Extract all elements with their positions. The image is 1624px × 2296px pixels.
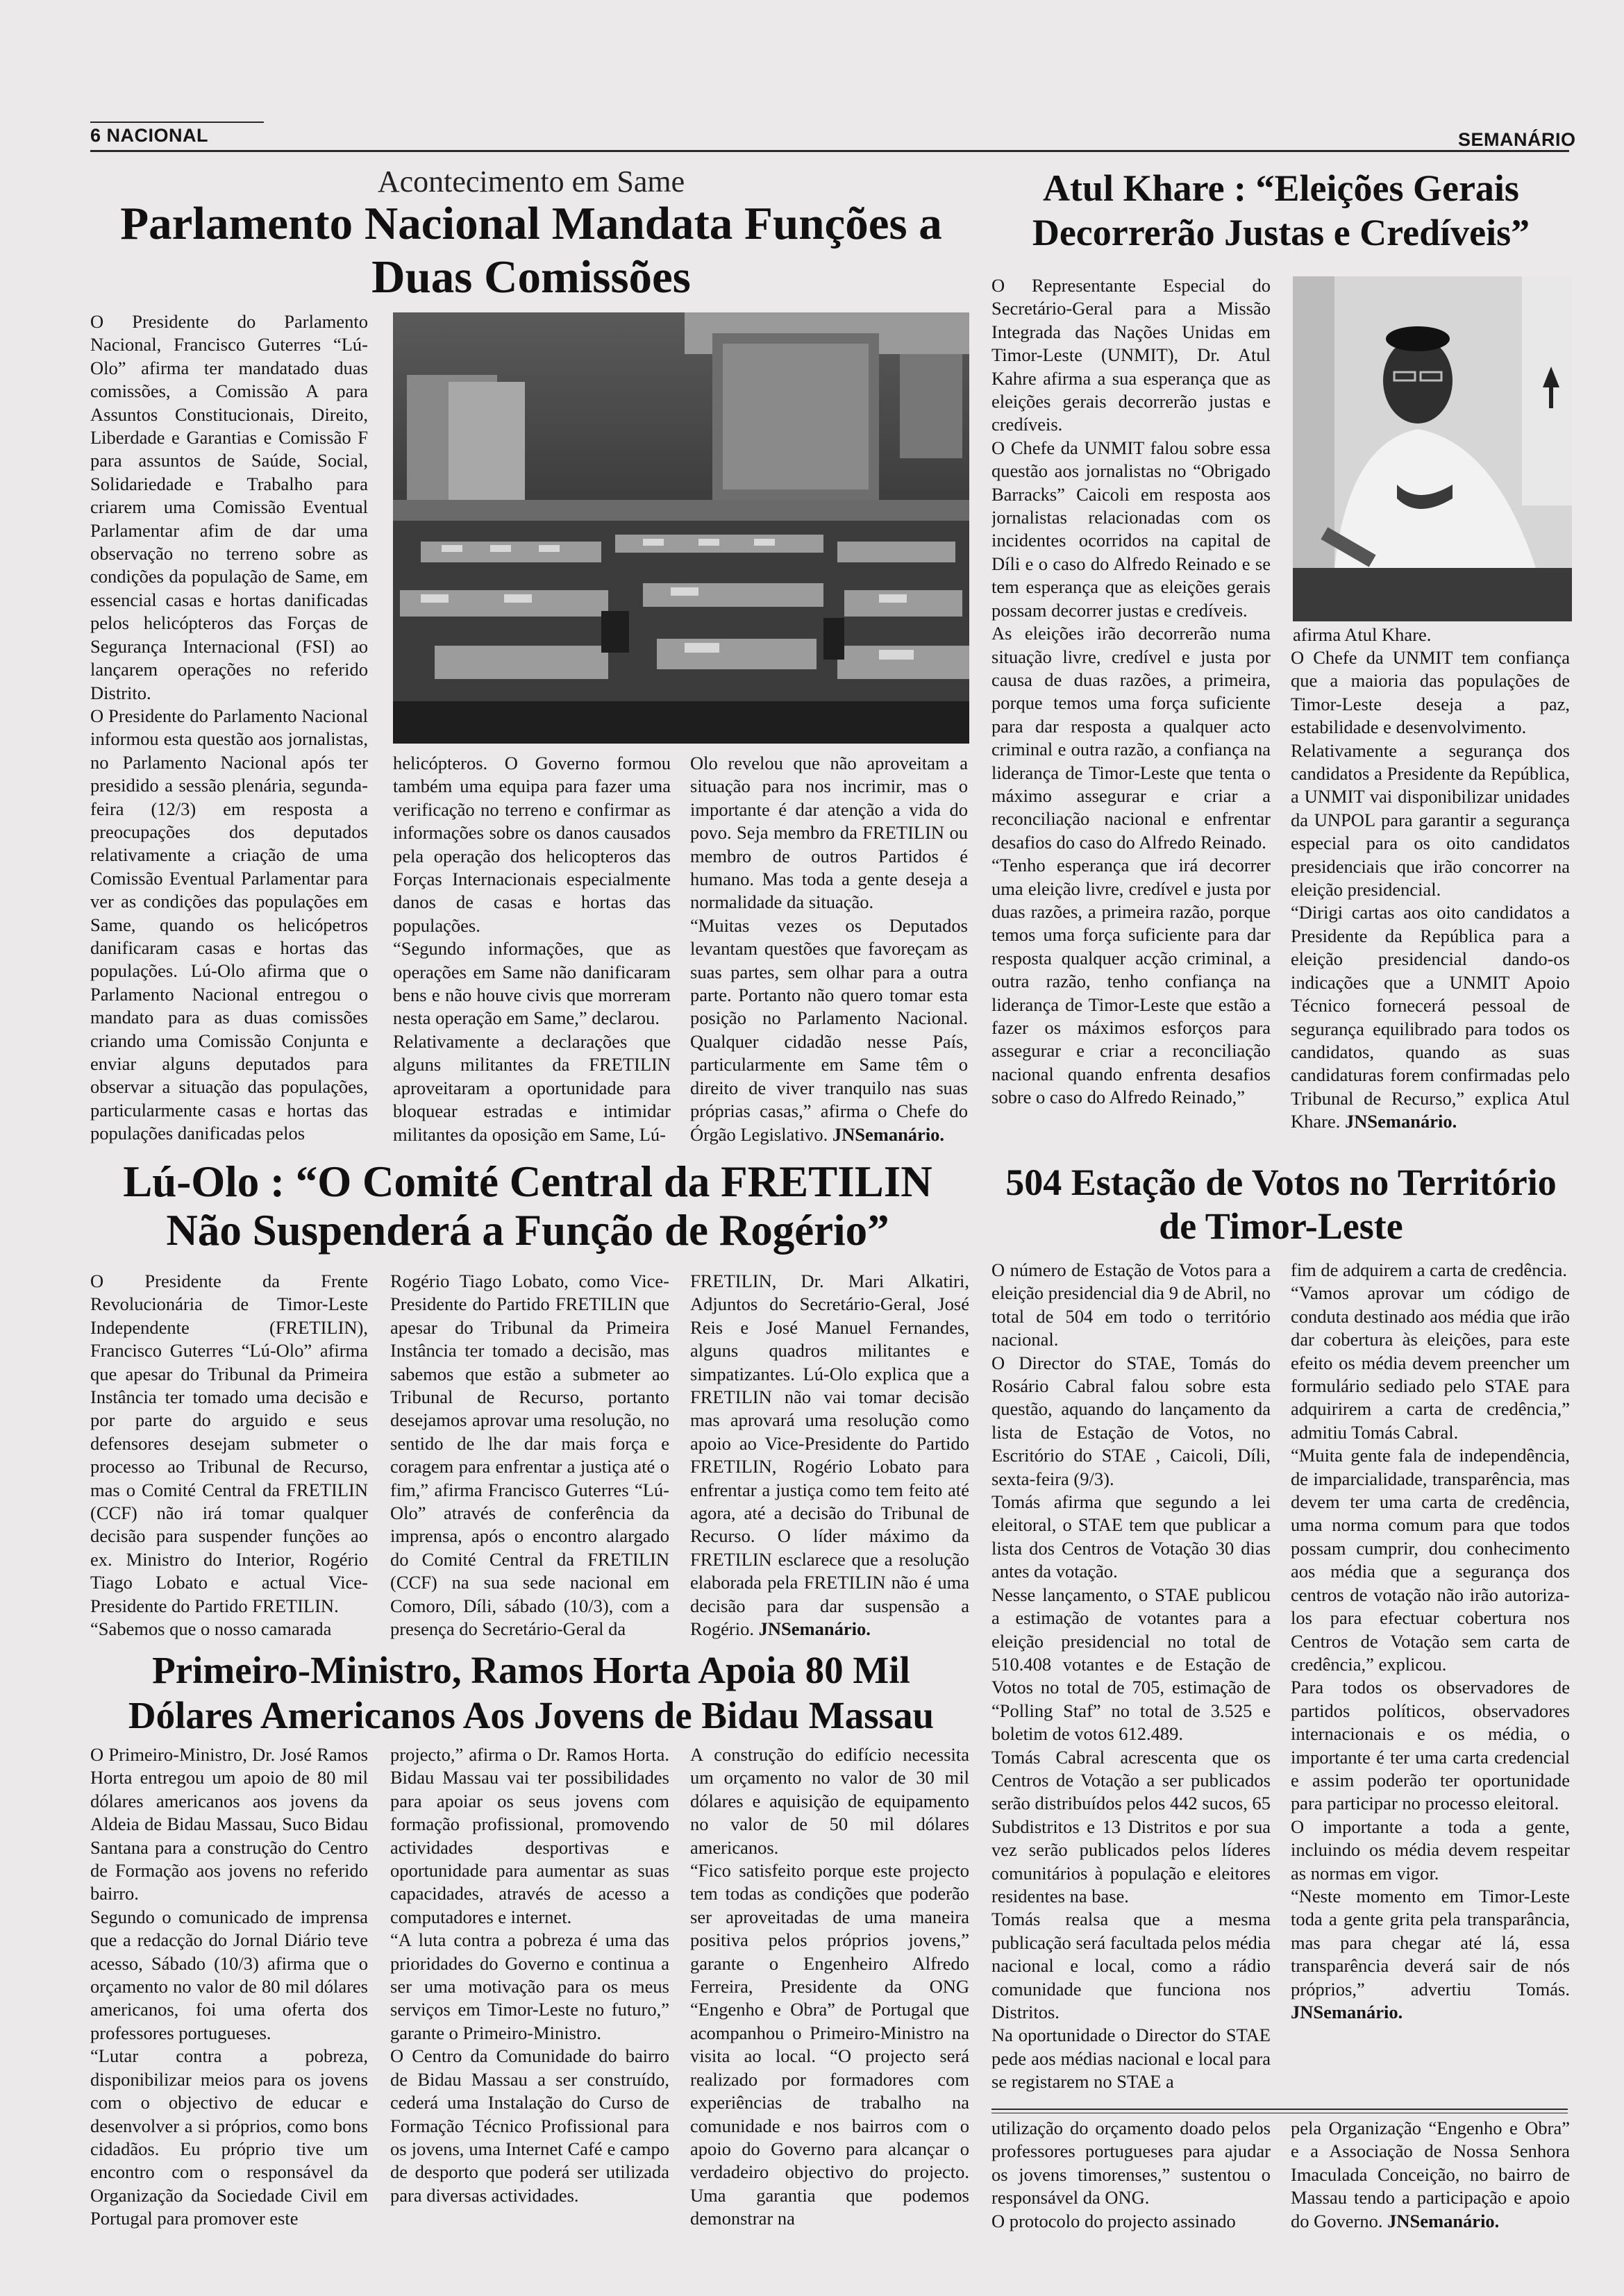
paragraph: “Segundo informações, que as operações em Same não danificaram bens e não houve civis que morreram nesta operação em Same,” declarou. — [393, 938, 671, 1029]
parliament-hall-illustration — [393, 312, 969, 744]
article1-headline-line1: Parlamento Nacional Mandata Funções a — [120, 198, 942, 249]
paragraph — [1291, 2117, 1570, 2233]
portrait-illustration — [1293, 276, 1572, 621]
article2-column-2 — [1291, 646, 1570, 1153]
article5-column-2 — [390, 1743, 669, 2229]
paragraph — [1291, 901, 1570, 1133]
article4-column-1 — [991, 1259, 1271, 2093]
article4-column-2 — [1291, 1259, 1570, 2099]
article1-column-1 — [90, 310, 368, 1143]
paragraph: “Muita gente fala de independência, de imparcialidade, transparência, mas devem ter uma carta de credência, uma norma comum para que todos possam cumprir, dou conhecimento aos média que a segurança dos centros de votação não irão autoriza-los para efectuar cobertura nos Centros de Votação sem carta de credência,” explicou. — [1291, 1445, 1570, 1675]
masthead-label: SEMANÁRIO — [1458, 129, 1576, 150]
paragraph: Segundo o comunicado de imprensa que a redacção do Jornal Diário teve acesso, Sábado (10/3) afirma que o orçamento no valor de 80 mil dólares americanos, foi uma oferta dos professores portugueses. — [90, 1906, 368, 2043]
paragraph: Relativamente a declarações que alguns militantes da FRETILIN aproveitaram a oportunidade para bloquear estradas e intimidar militantes da oposição em Same, Lú- — [393, 1030, 671, 1145]
article1-headline-line2: Duas Comissões — [371, 251, 691, 303]
paragraph: Tomás Cabral acrescenta que os Centros de Votação a ser publicados serão distribuídos pelos 442 sucos, 65 Subdistritos e 13 Distritos e por sua vez serão publicados pelos líderes comunitários à população e eleitores residentes na base. — [991, 1746, 1271, 1907]
paragraph: Nesse lançamento, o STAE publicou a estimação de votantes para a eleição presidencial no total de 510.408 votantes e de Estação de Votos no total de 705, estimação de “Polling Staf” no total de 3.525 e boletim de votos 612.489. — [991, 1584, 1271, 1745]
paragraph-text: “Neste momento em Timor-Leste toda a gente grita pela transparância, mas para chegar até lá, essa transparência deverá sair de nós próprios,” advertiu Tomás. — [1291, 1885, 1570, 2000]
paragraph: Para todos os observadores de partidos políticos, observadores internacionais e os média, o importante é ter uma carta credencial e assim poderão ter oportunidade para participar no processo eleitoral. — [1291, 1677, 1570, 1814]
article3-column-3 — [690, 1270, 969, 1645]
article2-headline-line2: Decorrerão Justas e Credíveis” — [1032, 212, 1530, 253]
article5-column-1 — [90, 1743, 368, 2229]
paragraph: O Presidente do Parlamento Nacional informou esta questão aos jornalistas, no Parlamento Nacional após ter presidido a sessão plenária, segunda-feira (12/3) em resposta a preocupações dos deputados relativamente a criação de uma Comissão Eventual Parlamentar para ver as condições das populações em Same, quando os helicópetros danificaram casas e hortas das populações. Lú-Olo afirma que o Parlamento Nacional entregou o mandato para as duas comissões criando uma Comissão Conjunta e enviar alguns deputados para observar a situação das populações, particularmente casas e hortas das populações danificadas pelos — [90, 705, 368, 1143]
article2-column-1 — [991, 274, 1271, 1153]
byline: JNSemanário. — [1345, 1111, 1457, 1132]
header-rule — [90, 150, 1569, 152]
paragraph: “Lutar contra a pobreza, disponibilizar meios para os jovens com o objectivo de educar e desenvolver a si próprios, como bons cidadãos. Eu próprio tive um encontro com o responsável da Organização da Sociedade Civil em Portugal para promover este — [90, 2045, 368, 2229]
article5-headline-line1: Primeiro-Ministro, Ramos Horta Apoia 80 Mil — [152, 1649, 910, 1691]
paragraph: O Presidente da Frente Revolucionária de Timor-Leste Independente (FRETILIN), Francisco Guterres “Lú-Olo” afirma que apesar do Tribunal da Primeira Instância ter tomado uma decisão e por parte do arguido e seus defensores desejam submeter o processo ao Tribunal de Recurso, mas o Comité Central da FRETILIN (CCF) não irá tomar qualquer decisão para suspender funções ao ex. Ministro do Interior, Rogério Tiago Lobato e actual Vice-Presidente do Partido FRETILIN. — [90, 1271, 368, 1616]
paragraph-text: FRETILIN, Dr. Mari Alkatiri, Adjuntos do Secretário-Geral, José Reis e José Manuel Fernandes, alguns quadros militantes e simpatizantes. Lú-Olo explica que a FRETILIN não vai tomar decisão mas aprovará uma resolução como apoio ao Vice-Presidente do Partido FRETILIN, Rogério Lobato para enfrentar a justiça como tem feito até agora, até a decisão do Tribunal de Recurso. O líder máximo da FRETILIN esclarece que a resolução elaborada pela FRETILIN não é uma decisão para dar suspensão a Rogério. — [690, 1271, 969, 1640]
paragraph: helicópteros. O Governo formou também uma equipa para fazer uma verificação no terreno e confirmar as informações sobre os danos causados pela operação dos helicopteros das Forças Internacionais especialmente danos de casas e hortas das populações. — [393, 753, 671, 936]
paragraph: O número de Estação de Votos para a eleição presidencial dia 9 de Abril, no total de 504 em todo o território nacional. — [991, 1259, 1271, 1350]
paragraph: O Representante Especial do Secretário-Geral para a Missão Integrada das Nações Unidas em Timor-Leste (UNMIT), Dr. Atul Kahre afirma a sua esperança que as eleições gerais decorrerão justas e credíveis. — [991, 275, 1271, 435]
paragraph: O Chefe da UNMIT tem confiança que a maioria das populações de Timor-Leste deseja a paz, estabilidade e desenvolvimento. — [1291, 647, 1570, 738]
paragraph — [690, 914, 968, 1146]
paragraph: O Primeiro-Ministro, Dr. José Ramos Horta entregou um apoio de 80 mil dólares americanos aos jovens da Aldeia de Bidau Massau, Suco Bidau Santana para a construção do Centro de Formação aos jovens no referido bairro. — [90, 1744, 368, 1904]
article3-headline-line2: Não Suspenderá a Função de Rogério” — [166, 1206, 889, 1255]
article1-column-2 — [393, 752, 671, 1148]
paragraph: “Vamos aprovar um código de conduta destinado aos média que irão dar cobertura às eleições, para este efeito os média devem preencher um formulário sediado pelo STAE para adquirirem a carta de credência,” admitiu Tomás Cabral. — [1291, 1282, 1570, 1443]
article3-column-1 — [90, 1270, 368, 1645]
paragraph: “Tenho esperança que irá decorrer uma eleição livre, credível e justa por duas razões, a primeira razão, porque temos uma força suficiente para dar resposta qualquer acção criminal, a outra razão, tenho confiança na liderança de Timor-Leste que estão a fazer os máximos esforços para assegurar e criar a reconciliação nacional quando enfrenta desafios sobre o caso do Alfredo Reinado,” — [991, 855, 1271, 1108]
article1-column-3 — [690, 752, 968, 1148]
paragraph: “A luta contra a pobreza é uma das prioridades do Governo e continua a ser uma motivação para os meus serviços em Timor-Leste no futuro,” garante o Primeiro-Ministro. — [390, 1929, 669, 2043]
byline: JNSemanário. — [832, 1123, 945, 1145]
article5-continuation-rule-top — [991, 2109, 1568, 2110]
article3-headline-line1: Lú-Olo : “O Comité Central da FRETILIN — [123, 1157, 932, 1206]
paragraph: O Chefe da UNMIT falou sobre essa questão aos jornalistas no “Obrigado Barracks” Caicoli em resposta aos jornalistas relacionadas com os incidentes ocorridos na capital de Díli e o caso do Alfredo Reinado e se tem esperança que as eleições gerais possam decorrer justas e credíveis. — [991, 437, 1271, 621]
article5-column-5 — [1291, 2117, 1570, 2235]
paragraph: Relativamente a segurança dos candidatos a Presidente da República, a UNMIT vai disponibilizar unidades da UNPOL para garantir a segurança especial para os oito candidatos presidenciais que irão concorrer na eleição presidencial. — [1291, 739, 1570, 900]
paragraph: O protocolo do projecto assinado — [991, 2210, 1236, 2231]
paragraph: A construção do edifício necessita um orçamento no valor de 30 mil dólares e aquisição de equipamento no valor de 50 mil dólares americanos. — [690, 1744, 969, 1858]
paragraph: utilização do orçamento doado pelos professores portugueses para ajudar os jovens timorenses,” sustentou o responsável da ONG. — [991, 2118, 1271, 2209]
article3-column-2 — [390, 1270, 669, 1645]
article5-headline-line2: Dólares Americanos Aos Jovens de Bidau Massau — [128, 1694, 935, 1736]
paragraph: O importante a toda a gente, incluindo os média devem respeitar as normas em vigor. — [1291, 1816, 1570, 1884]
paragraph: O Centro da Comunidade do bairro de Bidau Massau a ser construído, cederá uma Instalação do Curso de Formação Técnico Profissional para os jovens, uma Internet Café e campo de desporto que poderá ser utilizada para diversas actividades. — [390, 2045, 669, 2206]
article2-headline-line1: Atul Khare : “Eleições Gerais — [1043, 167, 1519, 209]
byline: JNSemanário. — [1387, 2210, 1500, 2231]
paragraph — [1291, 1885, 1570, 2024]
article4-headline-line1: 504 Estação de Votos no Território — [1005, 1162, 1557, 1203]
paragraph: Na oportunidade o Director do STAE pede aos médias nacional e local para se registarem no STAE a — [991, 2025, 1271, 2093]
paragraph: O Director do STAE, Tomás do Rosário Cabral falou sobre esta questão, aquando do lançamento da lista de Estação de Votos, no Escritório do STAE , Caicoli, Díli, sexta-feira (9/3). — [991, 1352, 1271, 1489]
paragraph-text: “Muitas vezes os Deputados levantam questões que favoreçam as suas partes, sem olhar para a outra parte. Portanto não quero tomar esta posição no Parlamento Nacional. Qualquer cidadão nesse País, particularmente em Same têm o direito de viver tranquilo nas suas próprias casas,” afirma o Chefe do Órgão Legislativo. — [690, 914, 968, 1145]
paragraph: As eleições irão decorrerão numa situação livre, credível e justa por causa de duas razões, a primeira, porque temos uma força suficiente para dar resposta a qualquer acto criminal e outra razão, a confiança na liderança de Timor-Leste que tenta o máximo assegurar e criar a reconciliação nacional e enfrentar desafios do caso do Alfredo Reinado. — [991, 623, 1271, 853]
byline: JNSemanário. — [1291, 2002, 1403, 2022]
paragraph: “Fico satisfeito porque este projecto tem todas as condições que poderão ser aproveitadas de uma maneira positiva pelos próprios jovens,” garante o Engenheiro Alfredo Ferreira, Presidente da ONG “Engenho e Obra” de Portugal que acompanhou o Primeiro-Ministro na visita ao local. “O projecto será realizado por formadores com experiências de trabalho na comunidade e nos bairros com o apoio do Governo para alcançar o verdadeiro objectivo do projecto. Uma garantia que podemos demonstrar na — [690, 1860, 969, 2229]
atul-khare-photo — [1293, 276, 1572, 621]
paragraph: Tomás realsa que a mesma publicação será facultada pelos média nacional e local, como a rádio comunidade que funciona nos Distritos. — [991, 1909, 1271, 2022]
paragraph: O Presidente do Parlamento Nacional, Francisco Guterres “Lú-Olo” afirma ter mandatado duas comissões, a Comissão A para Assuntos Constitucionais, Direito, Liberdade e Garantias e Comissão F para assuntos de Saúde, Social, Solidariedade e Trabalho para criarem uma Comissão Eventual Parlamentar afim de dar uma observação no terreno sobre as condições da população de Same, em essencial casas e hortas danificadas pelos helicópteros das Forças de Segurança Internacional (FSI) ao lançarem operações no referido Distrito. — [90, 311, 368, 703]
paragraph: Rogério Tiago Lobato, como Vice-Presidente do Partido FRETILIN que apesar do Tribunal da Primeira Instância ter tomado a decisão, mas sabemos que estão a submeter ao Tribunal de Recurso, portanto desejamos aprovar uma resolução, no sentido de lhe dar mais força e coragem para enfrentar a justiça até o fim,” afirma Francisco Guterres “Lú-Olo” através de conferência da imprensa, após o encontro alargado do Comité Central da FRETILIN (CCF) na sua sede nacional em Comoro, Díli, sábado (10/3), com a presença do Secretário-Geral da — [390, 1271, 669, 1640]
paragraph: projecto,” afirma o Dr. Ramos Horta. Bidau Massau vai ter possibilidades para apoiar os seus jovens com formação profissional, promovendo actividades desportivas e oportunidade para aumentar as suas capacidades, através de acesso a computadores e internet. — [390, 1744, 669, 1927]
paragraph: Olo revelou que não aproveitam a situação para nos incrimir, mas o importante é dar atenção a vida do povo. Seja membro da FRETILIN ou membro de outros Partidos é humano. Mas toda a gente deseja a normalidade da situação. — [690, 753, 968, 913]
section-label-rule — [90, 121, 264, 123]
paragraph: “Sabemos que o nosso camarada — [90, 1618, 332, 1640]
section-label: 6 NACIONAL — [90, 125, 209, 146]
byline: JNSemanário. — [758, 1618, 871, 1640]
paragraph — [690, 1270, 969, 1641]
article5-column-3 — [690, 1743, 969, 2229]
article4-headline-line2: de Timor-Leste — [1159, 1205, 1403, 1247]
paragraph: Tomás afirma que segundo a lei eleitoral, o STAE tem que publicar a lista dos Centros de Votação 30 dias antes da votação. — [991, 1491, 1271, 1582]
paragraph-text: “Dirigi cartas aos oito candidatos a Presidente da República para a eleição presidencial dando-os indicações que a UNMIT Apoio Técnico fornecerá pessoal de segurança equilibrado para todos os candidatos, quando as suas candidaturas forem confirmadas pelo Tribunal de Recurso,” explica Atul Khare. — [1291, 902, 1570, 1132]
paragraph-text: pela Organização “Engenho e Obra” e a Associação de Nossa Senhora Imaculada Conceição, no bairro de Massau tendo a participação e apoio do Governo. — [1291, 2118, 1570, 2231]
parliament-session-photo — [393, 312, 969, 744]
photo-caption: afirma Atul Khare. — [1293, 624, 1432, 645]
article5-column-4 — [991, 2117, 1271, 2235]
article1-kicker: Acontecimento em Same — [377, 165, 685, 199]
paragraph: fim de adquirem a carta de credência. — [1291, 1259, 1568, 1280]
